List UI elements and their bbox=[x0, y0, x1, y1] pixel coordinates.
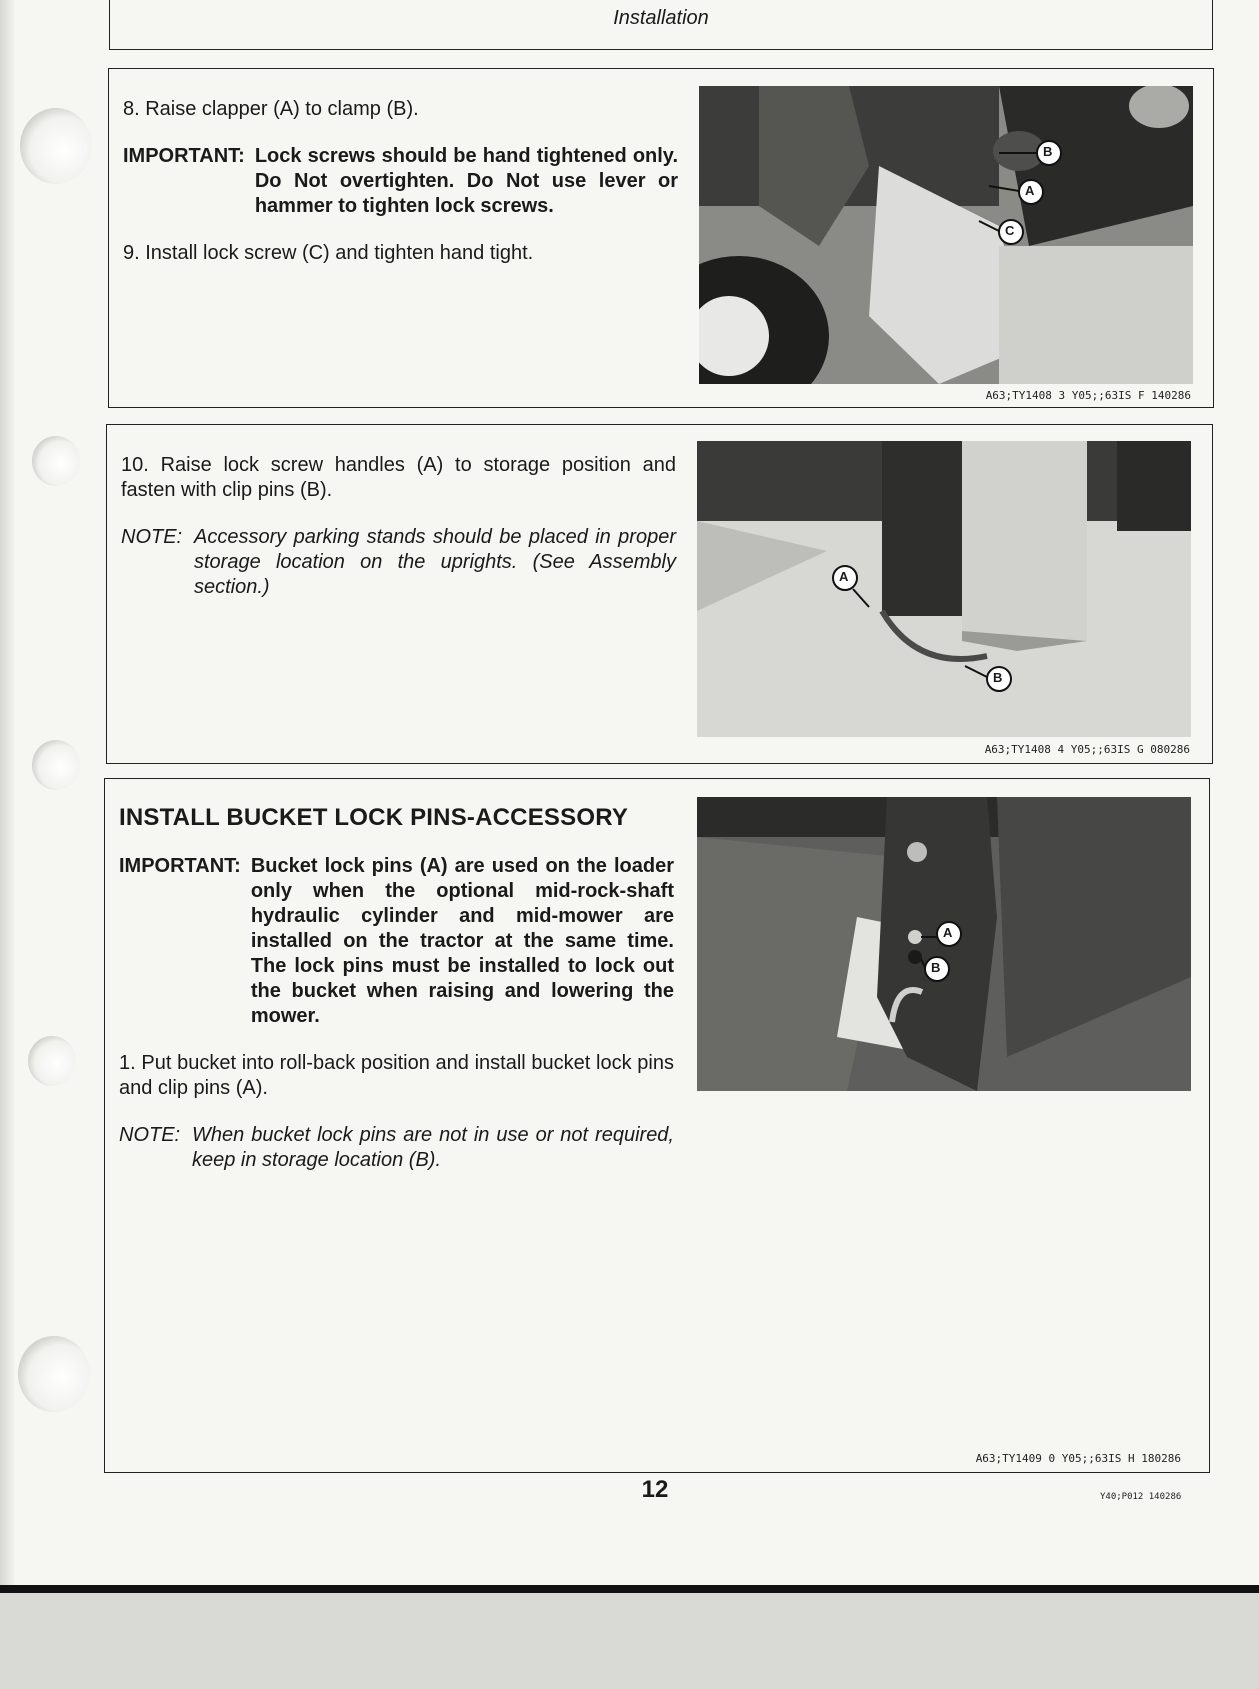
callout-a-label: A bbox=[1025, 183, 1035, 198]
important-notice bbox=[123, 144, 678, 219]
section-bucket-lock-text bbox=[119, 805, 674, 1195]
note-label: NOTE: bbox=[119, 1124, 181, 1146]
binder-hole-icon bbox=[18, 1336, 90, 1412]
step-9: 9. Install lock screw (C) and tighten hand tight. bbox=[123, 242, 534, 264]
callout-b-label: B bbox=[1043, 144, 1053, 159]
section-clamp-text bbox=[123, 97, 678, 288]
binder-hole-icon bbox=[20, 108, 92, 184]
section-storage-text bbox=[121, 453, 676, 622]
page-binding-edge bbox=[0, 0, 14, 1590]
section-heading: INSTALL BUCKET LOCK PINS-ACCESSORY bbox=[119, 804, 629, 831]
note-text: When bucket lock pins are not in use or not required, keep in storage location (B). bbox=[192, 1124, 674, 1171]
callout-a-label: A bbox=[943, 925, 953, 940]
section-storage-box bbox=[106, 424, 1213, 764]
important-label: IMPORTANT: bbox=[119, 855, 241, 877]
callout-a-label: A bbox=[839, 569, 849, 584]
header-box bbox=[109, 0, 1213, 50]
callout-b-label: B bbox=[931, 960, 941, 975]
callout-c-label: C bbox=[1005, 223, 1015, 238]
page-bottom-edge bbox=[0, 1585, 1259, 1593]
step-1: 1. Put bucket into roll-back position and install bucket lock pins and clip pins (A). bbox=[119, 1052, 674, 1099]
photo-lock-screw-handles bbox=[697, 441, 1191, 737]
note-parking-stands bbox=[121, 525, 676, 600]
figure-reference: A63;TY1408 3 Y05;;63IS F 140286 bbox=[985, 389, 1191, 402]
important-text: Lock screws should be hand tightened only. Do Not overtighten. Do Not use lever or hammer to tighten lock screws. bbox=[254, 145, 678, 217]
binder-hole-icon bbox=[32, 740, 80, 790]
note-label: NOTE: bbox=[121, 526, 183, 548]
important-label: IMPORTANT: bbox=[123, 145, 245, 167]
callout-b-label: B bbox=[993, 670, 1003, 685]
step-10: 10. Raise lock screw handles (A) to storage position and fasten with clip pins (B). bbox=[121, 454, 676, 501]
note-storage-location bbox=[119, 1123, 674, 1173]
photo-bucket-lock-pins bbox=[697, 797, 1191, 1091]
important-notice bbox=[119, 854, 674, 1029]
figure-reference: A63;TY1409 0 Y05;;63IS H 180286 bbox=[975, 1452, 1181, 1465]
page-number: 12 bbox=[641, 1476, 669, 1503]
binder-hole-icon bbox=[32, 436, 80, 486]
binder-hole-icon bbox=[28, 1036, 76, 1086]
figure-reference: A63;TY1408 4 Y05;;63IS G 080286 bbox=[984, 743, 1190, 756]
step-8: 8. Raise clapper (A) to clamp (B). bbox=[123, 98, 419, 120]
section-clamp-box bbox=[108, 68, 1214, 408]
photo-clapper-clamp bbox=[699, 86, 1193, 384]
section-bucket-lock-box bbox=[104, 778, 1210, 1473]
page-title: Installation bbox=[613, 7, 709, 29]
important-text: Bucket lock pins (A) are used on the loader only when the optional mid-rock-shaft hydraulic cylinder and mid-mower are installed on the tractor at the same time. The lock pins must be installed to lock out the bucket when raising and lowering the mower. bbox=[250, 855, 674, 1027]
note-text: Accessory parking stands should be placed in proper storage location on the uprights. (See Assembly section.) bbox=[194, 526, 676, 598]
page-footer-reference: Y40;P012 140286 bbox=[1100, 1492, 1182, 1502]
